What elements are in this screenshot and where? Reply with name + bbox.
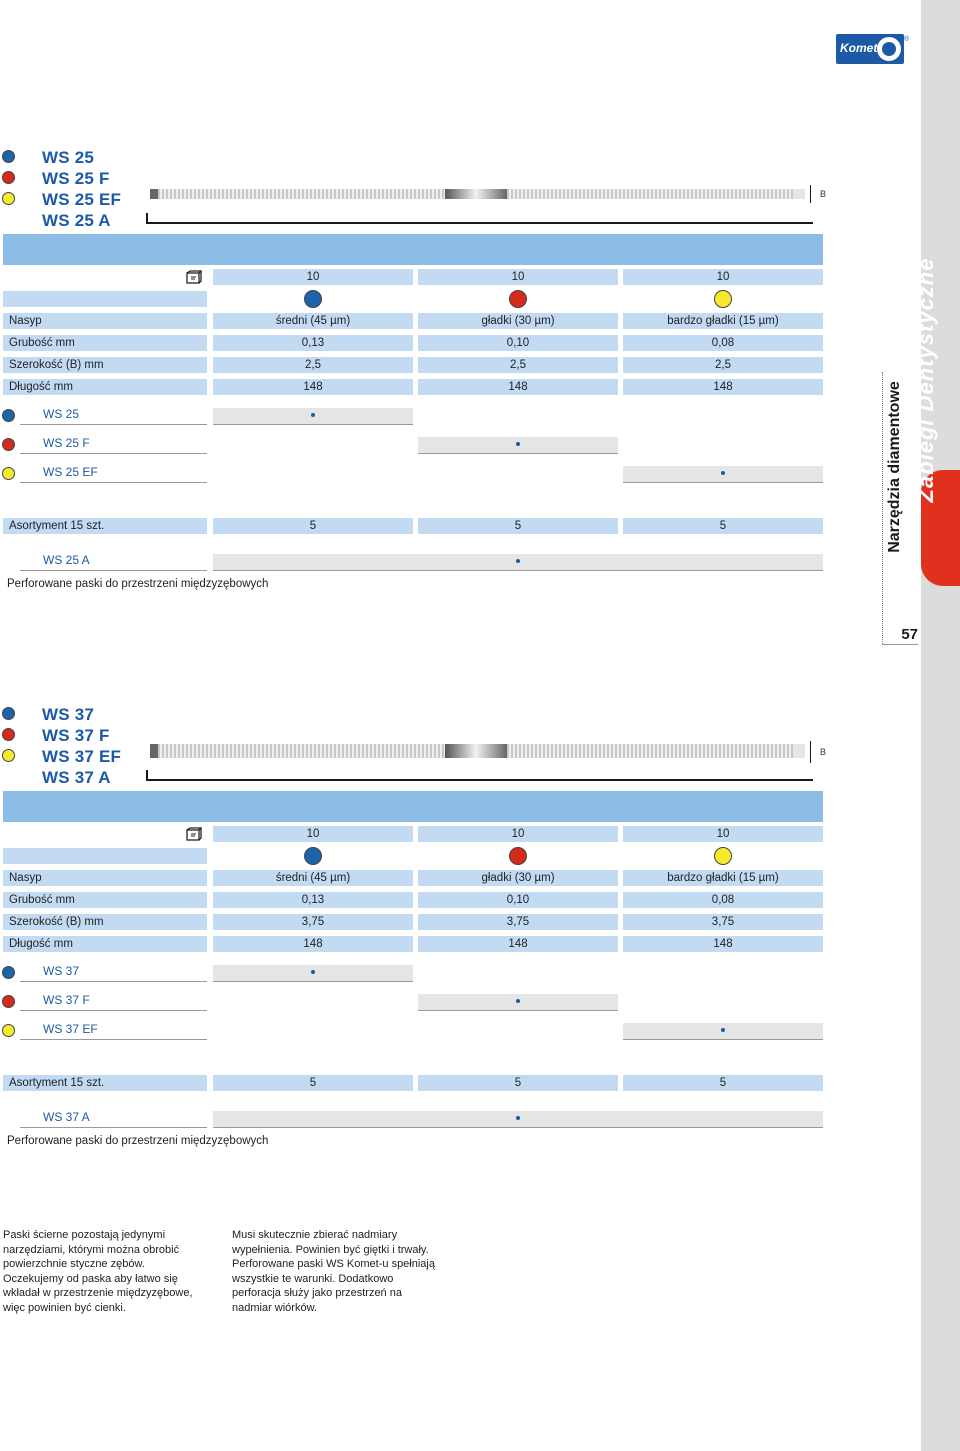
pack-qty: 10: [213, 826, 413, 842]
grit-dot-red: [2, 438, 15, 451]
logo-icon: [877, 37, 901, 61]
row-label: Nasyp: [3, 313, 207, 329]
strip-baseline-tick: [146, 770, 148, 780]
strip-metal: [445, 744, 507, 758]
strip-tail: [793, 744, 805, 758]
page-number: 57: [901, 626, 918, 643]
width-bracket: [807, 185, 811, 203]
grit-dot-red: [2, 728, 15, 741]
width-value: 2,5: [213, 357, 413, 373]
grit-dot-yellow: [2, 749, 15, 762]
length-value: 148: [418, 379, 618, 395]
assortment-value: 5: [418, 1075, 618, 1091]
grit-dot-red: [2, 995, 15, 1008]
product-title: WS 37 F: [42, 726, 110, 745]
assortment-value: 5: [213, 1075, 413, 1091]
pack-qty: 10: [623, 826, 823, 842]
pack-qty: 10: [418, 826, 618, 842]
assortment-value: 5: [623, 518, 823, 534]
perforated-note: Perforowane paski do przestrzeni międzyzębowych: [7, 1135, 269, 1147]
row-label: Szerokość (B) mm: [3, 357, 207, 373]
availability-bullet: [311, 413, 315, 417]
strip-tail: [793, 189, 805, 199]
description-col-1: [3, 1228, 218, 1316]
grit-value: gładki (30 µm): [418, 313, 618, 329]
availability-bullet: [721, 471, 725, 475]
width-label: B: [820, 747, 827, 757]
perforated-note: Perforowane paski do przestrzeni międzyzębowych: [7, 578, 269, 590]
width-value: 3,75: [623, 914, 823, 930]
strip-baseline: [146, 222, 813, 224]
grit-dot-blue: [2, 150, 15, 163]
length-value: 148: [623, 936, 823, 952]
grit-dot-blue: [2, 707, 15, 720]
grit-value: bardzo gładki (15 µm): [623, 870, 823, 886]
availability-bullet: [516, 442, 520, 446]
length-value: 148: [623, 379, 823, 395]
registered-mark: ®: [904, 36, 910, 43]
availability-cell: [213, 965, 413, 982]
product-code: WS 25 A: [20, 553, 207, 571]
availability-bullet: [516, 1116, 520, 1120]
chapter-title: Zabiegi Dentystyczne: [913, 257, 938, 503]
width-bracket: [807, 741, 811, 763]
row-label: Asortyment 15 szt.: [3, 1075, 207, 1091]
product-code: WS 25 EF: [20, 465, 207, 483]
product-title: WS 37 EF: [42, 747, 122, 766]
description-line: Musi skutecznie zbierać nadmiary: [232, 1229, 398, 1241]
logo-wordmark: Komet: [840, 41, 878, 55]
product-title: WS 25 A: [42, 211, 111, 230]
grit-dot-blue: [2, 966, 15, 979]
divider: [882, 644, 918, 645]
strip-perforated: [507, 189, 793, 199]
length-value: 148: [213, 936, 413, 952]
grit-dot-yellow: [714, 847, 732, 865]
strip-end: [150, 744, 158, 758]
grit-dot-red: [509, 290, 527, 308]
grit-dot-yellow: [2, 467, 15, 480]
thickness-value: 0,10: [418, 335, 618, 351]
strip-baseline-tick: [146, 213, 148, 223]
description-line: Perforowane paski WS Komet-u spełniają: [232, 1258, 435, 1271]
row-label: Długość mm: [3, 936, 207, 952]
assortment-value: 5: [418, 518, 618, 534]
pack-qty: 10: [213, 269, 413, 285]
grit-dot-yellow: [2, 1024, 15, 1037]
description-line: nadmiar wiórków.: [232, 1301, 317, 1314]
row-label: Asortyment 15 szt.: [3, 518, 207, 534]
availability-bullet: [721, 1028, 725, 1032]
grit-value: średni (45 µm): [213, 313, 413, 329]
strip-metal: [445, 189, 507, 199]
strip-baseline: [146, 779, 813, 781]
grit-value: średni (45 µm): [213, 870, 413, 886]
section-title: Narzędzia diamentowe: [886, 381, 903, 553]
availability-cell: [623, 466, 823, 483]
row-spacer: [3, 291, 207, 307]
grit-dot-blue: [2, 409, 15, 422]
product-title: WS 37 A: [42, 768, 111, 787]
header-band: [3, 234, 823, 265]
availability-cell: [213, 554, 823, 571]
description-line: więc powinien być cienki.: [3, 1301, 126, 1314]
row-label: Grubość mm: [3, 335, 207, 351]
package-icon: [186, 270, 202, 284]
grit-value: bardzo gładki (15 µm): [623, 313, 823, 329]
grit-dot-yellow: [2, 192, 15, 205]
width-value: 3,75: [213, 914, 413, 930]
header-band: [3, 791, 823, 822]
description-line: Paski ścierne pozostają jedynymi: [3, 1229, 166, 1241]
product-title: WS 25 F: [42, 169, 110, 188]
product-title: WS 25 EF: [42, 190, 122, 209]
availability-bullet: [311, 970, 315, 974]
availability-cell: [623, 1023, 823, 1040]
pack-qty: 10: [418, 269, 618, 285]
availability-bullet: [516, 559, 520, 563]
grit-dot-blue: [304, 847, 322, 865]
thickness-value: 0,10: [418, 892, 618, 908]
product-code: WS 25: [20, 407, 207, 425]
product-code: WS 37 A: [20, 1110, 207, 1128]
strip-end: [150, 189, 158, 199]
length-value: 148: [418, 936, 618, 952]
row-label: Długość mm: [3, 379, 207, 395]
row-label: Szerokość (B) mm: [3, 914, 207, 930]
product-code: WS 37 EF: [20, 1022, 207, 1040]
row-label: Grubość mm: [3, 892, 207, 908]
grit-value: gładki (30 µm): [418, 870, 618, 886]
brand-logo: [836, 34, 904, 64]
grit-dot-red: [509, 847, 527, 865]
width-value: 2,5: [623, 357, 823, 373]
product-title: WS 25: [42, 148, 95, 167]
description-line: perforacja służy jako przestrzeń na: [232, 1287, 402, 1300]
product-code: WS 37 F: [20, 993, 207, 1011]
grit-dot-yellow: [714, 290, 732, 308]
description-line: powierzchnie styczne zębów.: [3, 1258, 145, 1271]
strip-perforated: [507, 744, 793, 758]
strip-perforated: [158, 189, 445, 199]
description-col-2: [232, 1228, 462, 1316]
description-line: wszystkie te warunki. Dodatkowo: [232, 1272, 394, 1285]
description-line: wkładał w przestrzenie międzyzębowe,: [3, 1287, 193, 1300]
product-code: WS 37: [20, 964, 207, 982]
thickness-value: 0,08: [623, 892, 823, 908]
description-line: narzędziami, którymi można obrobić: [3, 1243, 180, 1256]
width-label: B: [820, 189, 827, 199]
grit-dot-red: [2, 171, 15, 184]
thickness-value: 0,13: [213, 335, 413, 351]
package-icon: [186, 827, 202, 841]
width-value: 2,5: [418, 357, 618, 373]
availability-bullet: [516, 999, 520, 1003]
assortment-value: 5: [623, 1075, 823, 1091]
width-value: 3,75: [418, 914, 618, 930]
thickness-value: 0,13: [213, 892, 413, 908]
pack-qty: 10: [623, 269, 823, 285]
description-line: wypełnienia. Powinien być giętki i trwały.: [232, 1243, 429, 1256]
product-code: WS 25 F: [20, 436, 207, 454]
product-title: WS 37: [42, 705, 95, 724]
strip-perforated: [158, 744, 445, 758]
description-line: Oczekujemy od paska aby łatwo się: [3, 1272, 178, 1285]
row-label: Nasyp: [3, 870, 207, 886]
divider: [882, 372, 885, 644]
availability-cell: [418, 437, 618, 454]
thickness-value: 0,08: [623, 335, 823, 351]
length-value: 148: [213, 379, 413, 395]
row-spacer: [3, 848, 207, 864]
grit-dot-blue: [304, 290, 322, 308]
availability-cell: [213, 1111, 823, 1128]
assortment-value: 5: [213, 518, 413, 534]
availability-cell: [418, 994, 618, 1011]
availability-cell: [213, 408, 413, 425]
